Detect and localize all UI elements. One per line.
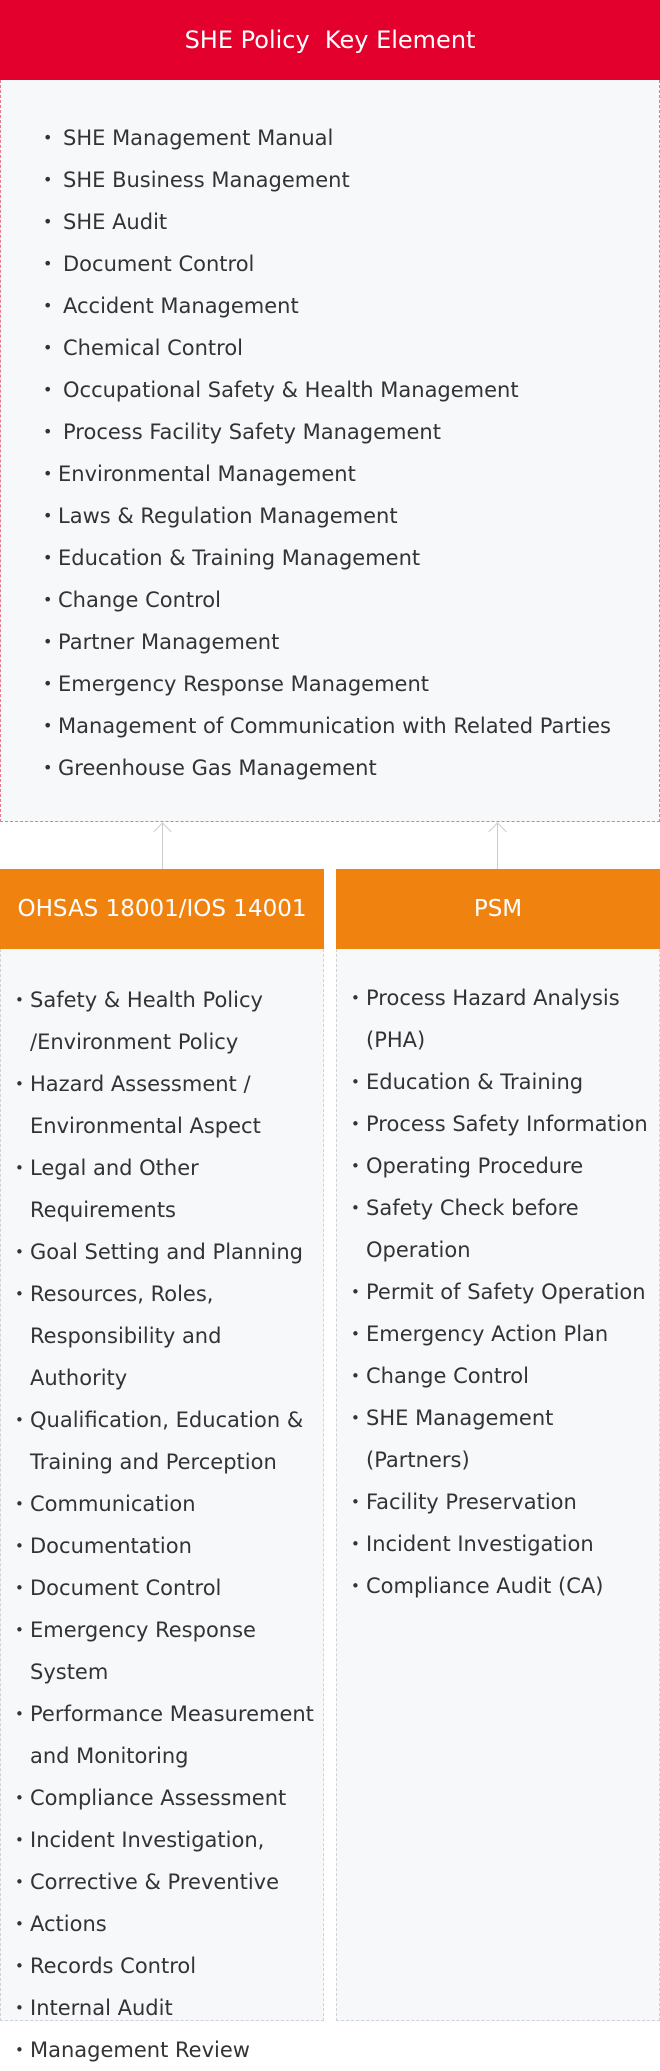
key-element-item: • Partner Management xyxy=(43,630,280,654)
key-element-label: Chemical Control xyxy=(63,336,244,360)
key-element-label: Emergency Response Management xyxy=(58,672,429,696)
key-element-label: Greenhouse Gas Management xyxy=(58,756,377,780)
ohsas-item xyxy=(1,1861,323,1903)
psm-item-label: (PHA) xyxy=(366,1028,426,1052)
key-element-item: • Occupational Safety & Health Management xyxy=(43,378,519,402)
psm-item xyxy=(337,1481,659,1523)
ohsas-item-label: • Performance Measurement xyxy=(30,1702,314,1726)
psm-item-label: • Compliance Audit (CA) xyxy=(366,1574,604,1598)
key-element-item: • Environmental Management xyxy=(43,462,356,486)
key-element-item: • SHE Management Manual xyxy=(43,126,334,150)
psm-item xyxy=(337,1523,659,1565)
key-element-item: • Process Facility Safety Management xyxy=(43,420,441,444)
ohsas-item-label: Responsibility and Authority xyxy=(30,1324,222,1390)
key-element-label: Occupational Safety & Health Management xyxy=(63,378,519,402)
ohsas-item xyxy=(1,1987,323,2029)
key-element-label: Accident Management xyxy=(63,294,299,318)
psm-item xyxy=(337,1397,659,1481)
ohsas-item-label: • Internal Audit xyxy=(30,1996,173,2020)
ohsas-item-label: • Qualification, Education & xyxy=(30,1408,304,1432)
psm-item xyxy=(337,1187,659,1271)
psm-item-label: • Education & Training xyxy=(366,1070,584,1094)
psm-item xyxy=(337,1271,659,1313)
psm-item-label: • Operating Procedure xyxy=(366,1154,584,1178)
key-element-item: • Document Control xyxy=(43,252,255,276)
ohsas-item-label: • Document Control xyxy=(30,1576,222,1600)
psm-item xyxy=(337,1061,659,1103)
key-element-item: • Education & Training Management xyxy=(43,546,421,570)
ohsas-item-label: Environmental Aspect xyxy=(30,1114,261,1138)
key-element-label: SHE Business Management xyxy=(63,168,350,192)
key-element-label: Change Control xyxy=(58,588,221,612)
ohsas-item xyxy=(1,2029,323,2071)
psm-item-label: • Emergency Action Plan xyxy=(366,1322,609,1346)
ohsas-item-label: • Records Control xyxy=(30,1954,197,1978)
psm-item xyxy=(337,1103,659,1145)
left-connector-arrow-icon xyxy=(153,822,171,840)
psm-item xyxy=(337,1145,659,1187)
key-element-item: • Chemical Control xyxy=(43,336,244,360)
ohsas-item xyxy=(1,1525,323,1567)
key-element-item: • Greenhouse Gas Management xyxy=(43,756,377,780)
ohsas-item-label: /Environment Policy xyxy=(30,1030,239,1054)
ohsas-item xyxy=(1,1609,323,1693)
psm-item-label: • Process Safety Information xyxy=(366,1112,648,1136)
psm-item xyxy=(337,1313,659,1355)
ohsas-header: OHSAS 18001/IOS 14001 xyxy=(0,869,324,949)
ohsas-item-label: Training and Perception xyxy=(30,1450,277,1474)
ohsas-item-label: • Goal Setting and Planning xyxy=(30,1240,304,1264)
psm-item-label: • Safety Check before Operation xyxy=(366,1196,579,1262)
ohsas-item-label: • Emergency Response System xyxy=(30,1618,256,1684)
key-element-label: Process Facility Safety Management xyxy=(63,420,441,444)
ohsas-item-label: • Management Review xyxy=(30,2038,250,2062)
ohsas-item-label: • Actions xyxy=(30,1912,107,1936)
psm-item xyxy=(337,1565,659,1607)
key-element-label: Environmental Management xyxy=(58,462,356,486)
psm-item-label: • Facility Preservation xyxy=(366,1490,577,1514)
ohsas-item xyxy=(1,1063,323,1147)
psm-item xyxy=(337,1355,659,1397)
ohsas-item xyxy=(1,979,323,1063)
ohsas-item-label: • Legal and Other xyxy=(30,1156,199,1180)
psm-item-label: • Incident Investigation xyxy=(366,1532,594,1556)
key-element-label: SHE Audit xyxy=(63,210,168,234)
ohsas-item-label: • Incident Investigation, xyxy=(30,1828,265,1852)
key-element-box xyxy=(0,80,660,822)
ohsas-item-label: Requirements xyxy=(30,1198,176,1222)
key-element-label: Management of Communication with Related Parties xyxy=(58,714,611,738)
key-element-item: • Accident Management xyxy=(43,294,299,318)
ohsas-item-label: • Communication xyxy=(30,1492,196,1516)
ohsas-item-label: • Corrective & Preventive xyxy=(30,1870,280,1894)
ohsas-item xyxy=(1,1147,323,1231)
key-element-label: Laws & Regulation Management xyxy=(58,504,398,528)
ohsas-list xyxy=(1,949,323,2071)
ohsas-item xyxy=(1,1819,323,1861)
ohsas-item xyxy=(1,1483,323,1525)
key-element-item: • Management of Communication with Related Parties xyxy=(43,714,611,738)
key-element-label: Partner Management xyxy=(58,630,280,654)
key-element-item: • Emergency Response Management xyxy=(43,672,429,696)
key-element-item: • SHE Audit xyxy=(43,210,168,234)
psm-list xyxy=(337,949,659,1607)
psm-item-label: • Change Control xyxy=(366,1364,529,1388)
key-element-item: • Laws & Regulation Management xyxy=(43,504,398,528)
ohsas-item xyxy=(1,1777,323,1819)
page-title: SHE Policy Key Element xyxy=(0,0,660,80)
ohsas-item xyxy=(1,1399,323,1483)
ohsas-item-label: • Resources, Roles, xyxy=(30,1282,214,1306)
ohsas-item-label: • Hazard Assessment / xyxy=(30,1072,251,1096)
ohsas-item-label: and Monitoring xyxy=(30,1744,189,1768)
psm-item-label: • Process Hazard Analysis xyxy=(366,986,620,1010)
ohsas-item xyxy=(1,1903,323,1945)
key-element-item: • SHE Business Management xyxy=(43,168,350,192)
psm-item xyxy=(337,977,659,1061)
key-element-list xyxy=(1,80,659,789)
key-element-label: Education & Training Management xyxy=(58,546,421,570)
ohsas-item-label: • Compliance Assessment xyxy=(30,1786,287,1810)
ohsas-item xyxy=(1,1567,323,1609)
psm-box xyxy=(336,949,660,2021)
psm-item-label: • SHE Management (Partners) xyxy=(366,1406,554,1472)
ohsas-item xyxy=(1,1231,323,1273)
psm-item-label: • Permit of Safety Operation xyxy=(366,1280,646,1304)
key-element-label: SHE Management Manual xyxy=(63,126,334,150)
ohsas-item-label: • Documentation xyxy=(30,1534,192,1558)
ohsas-item-label: • Safety & Health Policy xyxy=(30,988,263,1012)
ohsas-item xyxy=(1,1693,323,1777)
right-connector-arrow-icon xyxy=(488,822,506,840)
ohsas-box xyxy=(0,949,324,2062)
key-element-item: • Change Control xyxy=(43,588,221,612)
key-element-label: Document Control xyxy=(63,252,255,276)
ohsas-item xyxy=(1,1273,323,1399)
psm-header: PSM xyxy=(336,869,660,949)
ohsas-item xyxy=(1,1945,323,1987)
